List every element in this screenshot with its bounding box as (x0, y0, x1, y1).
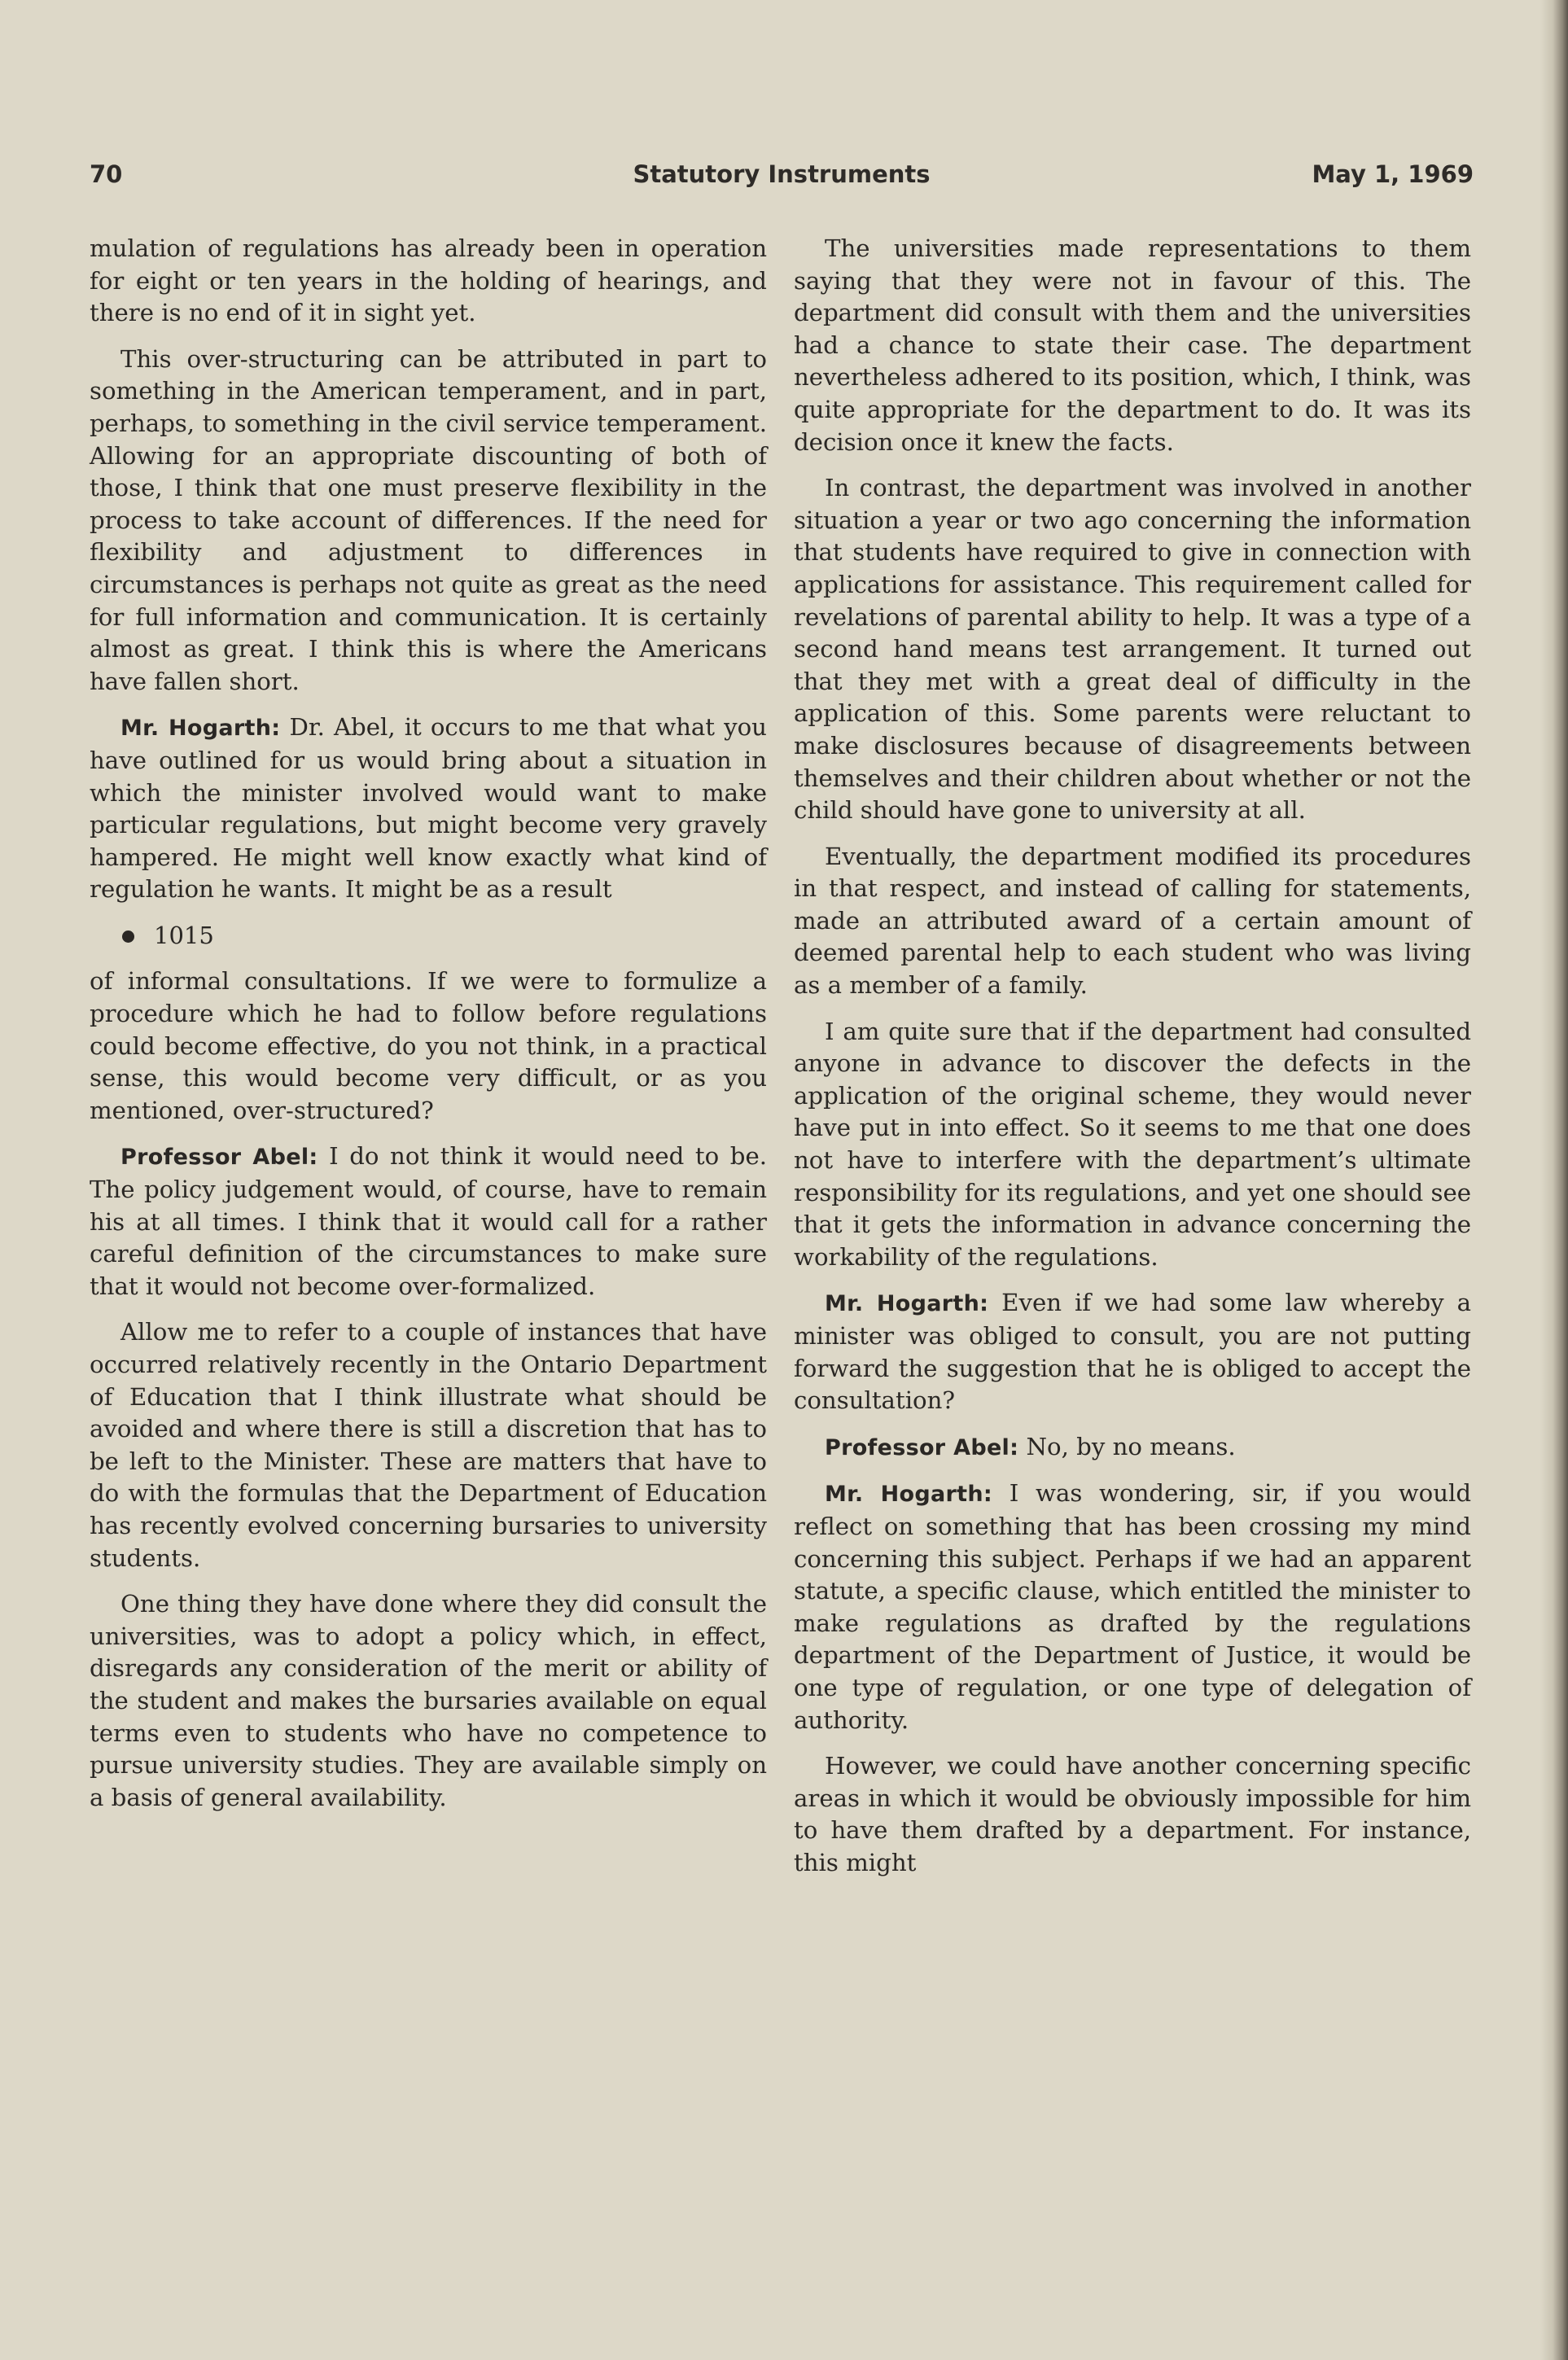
speech-text: I do not think it would need to be. The policy judgement would, of course, have to remain his at all times. I think that it would call for a rather careful definition of the circumstances to make sure that it would not become over-formalized. (90, 1142, 767, 1300)
page-number: 70 (90, 160, 123, 188)
speech-text: Dr. Abel, it occurs to me that what you have outlined for us would bring about a situation in which the minister involved would want to make particular regulations, but might become very gravely hampered. He might well know exactly what kind of regulation he wants. It might be as a result (90, 713, 767, 904)
page-edge-shadow (1540, 0, 1568, 2360)
bullet-icon (122, 930, 134, 943)
running-head (90, 160, 1474, 199)
right-column (794, 233, 1471, 1894)
speech-text: No, by no means. (1026, 1432, 1236, 1460)
publication-title: Statutory Instruments (633, 160, 931, 188)
paragraph: I am quite sure that if the department had consulted anyone in advance to discover the defects in the application of the original scheme, they would never have put in into effect. So it seems to me that one does not have to interfere with the department’s ultimate responsibility for its regulations, and yet one should see that it gets the information in advance concerning the workability of the regulations. (794, 1017, 1471, 1271)
speaker-paragraph (794, 1478, 1471, 1736)
left-column (90, 233, 767, 1828)
speech-text: Even if we had some law whereby a minister was obliged to consult, you are not putting forward the suggestion that he is obliged to accept the consultation? (794, 1289, 1471, 1415)
speaker-paragraph (794, 1431, 1471, 1465)
speaker-paragraph (90, 1141, 767, 1303)
paragraph: of informal consultations. If we were to formulize a procedure which he had to follow before regulations could become effective, do you not think, in a practical sense, this would become very difficult, or as you mentioned, over-structured? (90, 967, 767, 1124)
time-marker-label: 1015 (154, 921, 214, 949)
paragraph: However, we could have another concerning specific areas in which it would be obviously impossible for him to have them drafted by a department. For instance, this might (794, 1752, 1471, 1876)
paragraph: Allow me to refer to a couple of instances that have occurred relatively recently in the Ontario Department of Education that I think illustrate what should be avoided and where there is still a discretion that has to be left to the Minister. These are matters that have to do with the formulas that the Department of Education has recently evolved concerning bursaries to university students. (90, 1318, 767, 1572)
speaker-name: Mr. Hogarth: (825, 1291, 989, 1317)
paragraph: The universities made representations to them saying that they were not in favour of this. The department did consult with them and the universities had a chance to state their case. The department nevertheless adhered to its position, which, I think, was quite appropriate for the department to do. It was its decision once it knew the facts. (794, 234, 1471, 456)
speaker-name: Mr. Hogarth: (825, 1482, 992, 1508)
speaker-paragraph (794, 1287, 1471, 1416)
paragraph: In contrast, the department was involved in another situation a year or two ago concerning the information that students have required to give in connection with applications for assistance. This requirement called for revelations of parental ability to help. It was a type of a second hand means test arrangement. It turned out that they met with a great deal of difficulty in the application of this. Some parents were reluctant to make disclosures because of disagreements between themselves and their children about whether or not the child should have gone to university at all. (794, 474, 1471, 825)
speaker-name: Mr. Hogarth: (120, 716, 281, 742)
speaker-paragraph (90, 712, 767, 906)
issue-date: May 1, 1969 (1312, 160, 1474, 188)
paragraph: mulation of regulations has already been in operation for eight or ten years in the holding of hearings, and there is no end of it in sight yet. (90, 234, 767, 327)
paragraph: Eventually, the department modified its procedures in that respect, and instead of calling for statements, made an attributed award of a certain amount of deemed parental help to each student who was living as a member of a family. (794, 842, 1471, 1000)
speaker-name: Professor Abel: (825, 1434, 1019, 1460)
paragraph: This over-structuring can be attributed in part to something in the American temperament, and in part, perhaps, to something in the civil service temperament. Allowing for an appropriate discounting of both of those, I think that one must preserve flexibility in the process to take account of differences. If the need for flexibility and adjustment to differences in circumstances is perhaps not quite as great as the need for full information and communication. It is certainly almost as great. I think this is where the Americans have fallen short. (90, 344, 767, 695)
time-marker (90, 920, 767, 952)
paragraph: One thing they have done where they did consult the universities, was to adopt a policy which, in effect, disregards any consideration of the merit or ability of the student and makes the bursaries available on equal terms even to students who have no competence to pursue university studies. They are available simply on a basis of general availability. (90, 1590, 767, 1811)
speaker-name: Professor Abel: (120, 1145, 318, 1171)
speech-text: I was wondering, sir, if you would reflect on something that has been crossing my mind concerning this subject. Perhaps if we had an apparent statute, a specific clause, which entitled the minister to make regulations as drafted by the regulations department of the Department of Justice, it would be one type of regulation, or one type of delegation of authority. (794, 1479, 1472, 1734)
